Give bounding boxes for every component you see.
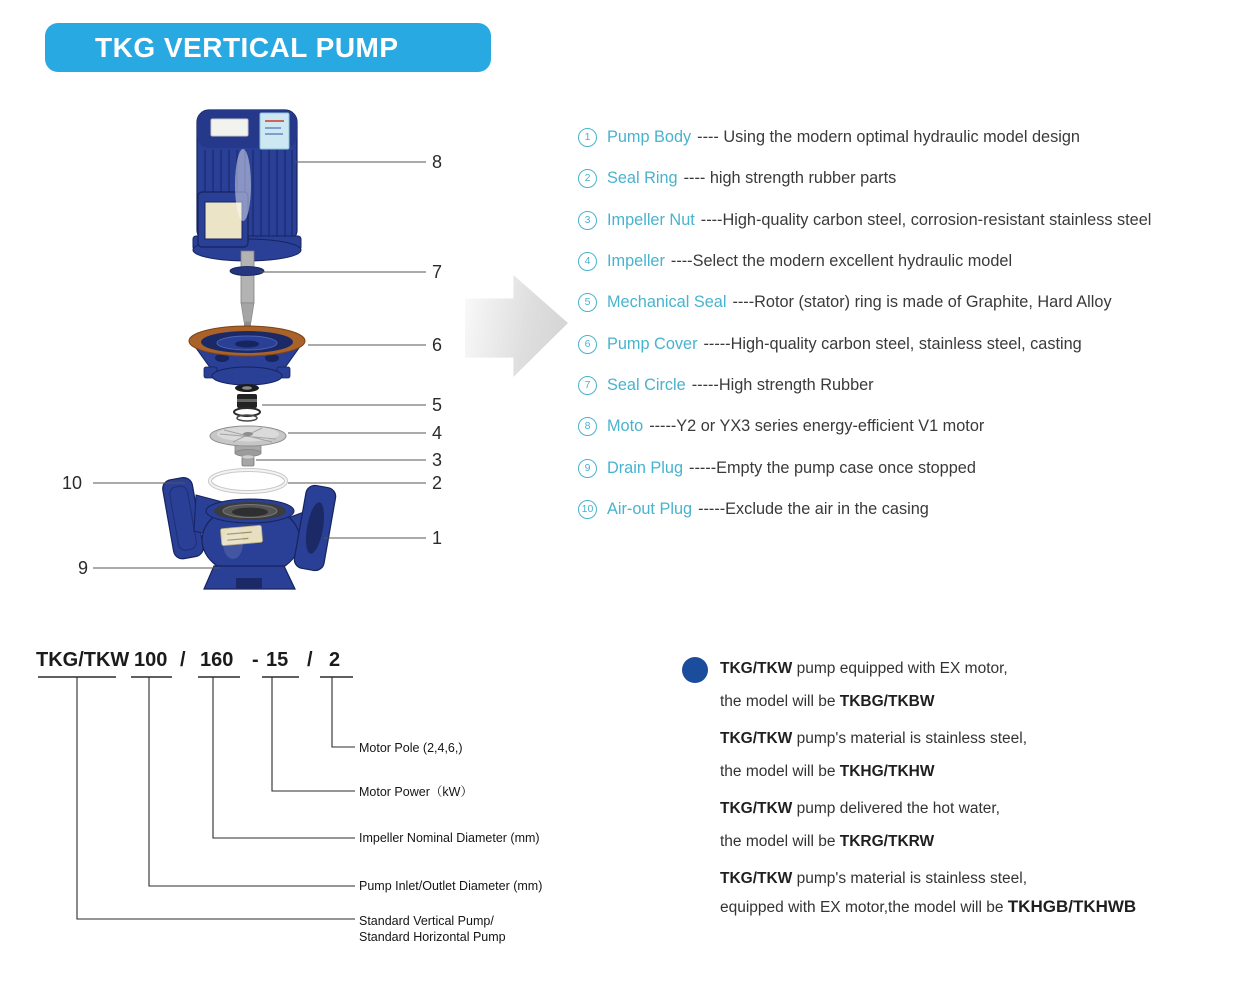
variant-note bbox=[720, 862, 1162, 920]
part-name: Drain Plug bbox=[607, 458, 684, 477]
callout-10: 10 bbox=[62, 473, 83, 493]
variant-model-code: TKBG/TKBW bbox=[839, 693, 935, 710]
part-description: ----Select the modern excellent hydraulic model bbox=[670, 252, 1013, 271]
series-code: TKG/TKW bbox=[720, 660, 793, 677]
part-description: -----High-quality carbon steel, stainless steel, casting bbox=[703, 334, 1082, 353]
variant-model-code: TKRG/TKRW bbox=[839, 833, 935, 850]
bullet-dot-icon bbox=[682, 657, 708, 683]
model-code-sep2: - bbox=[252, 649, 259, 671]
part-description: ---- Using the modern optimal hydraulic model design bbox=[697, 128, 1080, 147]
callout-5: 5 bbox=[432, 395, 443, 415]
pump-exploded-diagram bbox=[30, 90, 460, 605]
callout-4: 4 bbox=[432, 423, 443, 443]
note-text: pump equipped with EX motor, bbox=[792, 660, 1008, 677]
part-description: -----Exclude the air in the casing bbox=[698, 499, 929, 518]
model-code bbox=[36, 649, 340, 671]
part-number-badge: 10 bbox=[578, 500, 597, 519]
note-text: equipped with EX motor,the model will be bbox=[720, 899, 1008, 916]
arrow-right-icon bbox=[465, 275, 568, 377]
key-label-standard-h: Standard Horizontal Pump bbox=[359, 930, 506, 944]
note-text: the model will be bbox=[720, 693, 840, 710]
part-row bbox=[578, 158, 1234, 199]
key-label-standard-v: Standard Vertical Pump/ bbox=[359, 914, 494, 928]
model-code-impeller: 160 bbox=[200, 649, 234, 671]
variant-model-code: TKHGB/TKHWB bbox=[1007, 897, 1137, 916]
pump-cover-part bbox=[189, 326, 305, 385]
callout-6: 6 bbox=[432, 335, 443, 355]
parts-list bbox=[578, 117, 1234, 530]
model-code-power: 15 bbox=[266, 649, 289, 671]
model-key-lines bbox=[38, 677, 355, 919]
key-label-impeller-dia: Impeller Nominal Diameter (mm) bbox=[359, 831, 540, 845]
key-label-inlet-outlet: Pump Inlet/Outlet Diameter (mm) bbox=[359, 879, 543, 893]
part-description: -----Y2 or YX3 series energy-efficient V1 motor bbox=[649, 417, 985, 436]
page-title: TKG VERTICAL PUMP bbox=[95, 31, 399, 63]
variant-note bbox=[720, 722, 1162, 788]
part-row bbox=[578, 282, 1234, 323]
mechanical-seal-part bbox=[234, 384, 260, 421]
part-description: -----High strength Rubber bbox=[691, 375, 874, 394]
part-row bbox=[578, 117, 1234, 158]
part-name: Seal Circle bbox=[607, 375, 686, 394]
model-number-key bbox=[30, 628, 630, 960]
variant-note bbox=[720, 652, 1162, 718]
variant-model-code: TKHG/TKHW bbox=[839, 763, 935, 780]
part-name: Seal Ring bbox=[607, 169, 678, 188]
part-description: -----Empty the pump case once stopped bbox=[689, 458, 976, 477]
series-code: TKG/TKW bbox=[720, 870, 793, 887]
impeller-part bbox=[210, 426, 286, 457]
part-name: Impeller Nut bbox=[607, 210, 695, 229]
model-code-pole: 2 bbox=[329, 649, 341, 671]
part-row bbox=[578, 241, 1234, 282]
part-description: ----High-quality carbon steel, corrosion-resistant stainless steel bbox=[700, 210, 1152, 229]
callout-3: 3 bbox=[432, 450, 443, 470]
part-number-badge: 9 bbox=[578, 459, 597, 478]
impeller-nut-part bbox=[242, 455, 254, 466]
note-text: the model will be bbox=[720, 833, 840, 850]
series-code: TKG/TKW bbox=[720, 800, 793, 817]
part-number-badge: 2 bbox=[578, 169, 597, 188]
part-name: Pump Cover bbox=[607, 334, 698, 353]
part-description: ---- high strength rubber parts bbox=[683, 169, 897, 188]
callout-7: 7 bbox=[432, 262, 443, 282]
part-number-badge: 4 bbox=[578, 252, 597, 271]
part-row bbox=[578, 323, 1234, 364]
shaft-part bbox=[230, 251, 264, 327]
note-text: the model will be bbox=[720, 763, 840, 780]
model-code-inlet: 100 bbox=[134, 649, 168, 671]
part-row bbox=[578, 365, 1234, 406]
model-code-sep3: / bbox=[307, 649, 313, 671]
part-description: ----Rotor (stator) ring is made of Graphite, Hard Alloy bbox=[732, 293, 1112, 312]
motor-label-sticker bbox=[260, 113, 289, 149]
part-name: Impeller bbox=[607, 252, 665, 271]
part-number-badge: 3 bbox=[578, 211, 597, 230]
callout-2: 2 bbox=[432, 473, 443, 493]
callout-8: 8 bbox=[432, 152, 443, 172]
part-name: Moto bbox=[607, 417, 644, 436]
model-code-series: TKG/TKW bbox=[36, 649, 130, 671]
variant-notes bbox=[682, 652, 1162, 924]
key-label-motor-power: Motor Power（kW） bbox=[359, 785, 473, 799]
variant-note bbox=[720, 792, 1162, 858]
part-name: Pump Body bbox=[607, 128, 692, 147]
part-number-badge: 8 bbox=[578, 417, 597, 436]
motor-part bbox=[193, 110, 301, 261]
note-text: pump's material is stainless steel, bbox=[792, 730, 1028, 747]
part-name: Air-out Plug bbox=[607, 499, 693, 518]
key-label-motor-pole: Motor Pole (2,4,6,) bbox=[359, 741, 463, 755]
part-number-badge: 1 bbox=[578, 128, 597, 147]
part-number-badge: 6 bbox=[578, 335, 597, 354]
part-number-badge: 5 bbox=[578, 293, 597, 312]
callout-1: 1 bbox=[432, 528, 443, 548]
part-number-badge: 7 bbox=[578, 376, 597, 395]
note-text: pump delivered the hot water, bbox=[792, 800, 1000, 817]
part-name: Mechanical Seal bbox=[607, 293, 727, 312]
model-key-labels bbox=[359, 741, 542, 944]
part-row bbox=[578, 489, 1234, 530]
seal-ring-part bbox=[210, 470, 286, 492]
callout-9: 9 bbox=[78, 558, 89, 578]
note-text: pump's material is stainless steel, bbox=[792, 870, 1028, 887]
model-code-sep1: / bbox=[180, 649, 186, 671]
series-code: TKG/TKW bbox=[720, 730, 793, 747]
part-row bbox=[578, 447, 1234, 488]
title-banner bbox=[45, 23, 491, 72]
part-row bbox=[578, 200, 1234, 241]
part-row bbox=[578, 406, 1234, 447]
